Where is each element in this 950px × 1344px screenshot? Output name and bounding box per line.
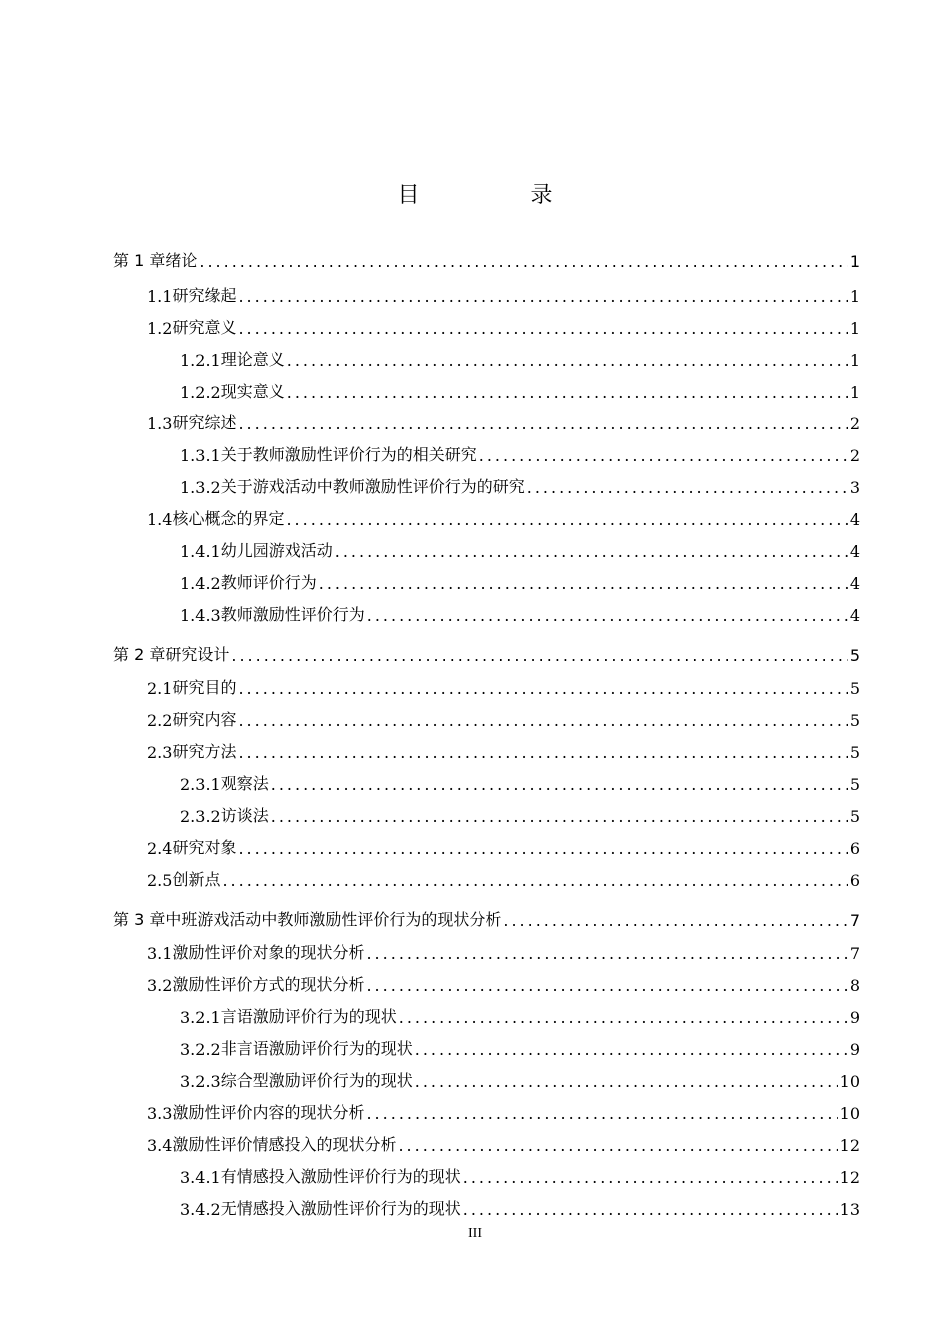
toc-entry-page-number: 9 <box>849 1008 860 1027</box>
toc-entry-page-number: 3 <box>849 478 860 497</box>
toc-entry[interactable] <box>147 674 860 698</box>
toc-entry-number: 1.2.2 <box>180 383 221 402</box>
toc-dot-leader <box>238 414 847 433</box>
toc-entry-title: 研究方法 <box>172 742 237 761</box>
toc-entry[interactable] <box>147 706 860 730</box>
toc-entry-title: 研究目的 <box>172 678 237 697</box>
toc-entry-number: 3.3 <box>147 1104 173 1123</box>
toc-entry[interactable] <box>147 314 860 338</box>
toc-dot-leader <box>286 510 847 529</box>
toc-entry-title: 观察法 <box>220 774 269 793</box>
toc-dot-leader <box>463 1200 838 1219</box>
toc-entry-title: 关于教师激励性评价行为的相关研究 <box>220 445 477 464</box>
toc-entry[interactable] <box>147 738 860 762</box>
toc-dot-leader <box>367 606 848 625</box>
toc-dot-leader <box>527 478 848 497</box>
toc-entry-title: 理论意义 <box>220 350 285 369</box>
toc-entry-page-number: 9 <box>849 1040 860 1059</box>
toc-entry-page-number: 2 <box>849 414 860 433</box>
toc-entry[interactable] <box>147 866 860 890</box>
toc-entry-page-number: 1 <box>849 287 860 306</box>
toc-dot-leader <box>238 839 847 858</box>
toc-dot-leader <box>199 252 847 271</box>
toc-entry-page-number: 1 <box>849 383 860 402</box>
toc-entry-page-number: 4 <box>849 606 860 625</box>
toc-entry-title: 研究对象 <box>172 838 237 857</box>
toc-entry-title: 教师评价行为 <box>220 573 317 592</box>
toc-dot-leader <box>222 871 847 890</box>
toc-entry-number: 2.5 <box>147 871 173 890</box>
toc-entry[interactable] <box>180 1067 860 1091</box>
toc-entry[interactable] <box>180 346 860 370</box>
toc-entry-page-number: 10 <box>839 1104 860 1123</box>
toc-entry[interactable] <box>180 537 860 561</box>
toc-entry-title: 非言语激励评价行为的现状 <box>220 1039 413 1058</box>
toc-dot-leader <box>271 807 848 826</box>
toc-entry-page-number: 2 <box>849 446 860 465</box>
toc-entry[interactable] <box>147 409 860 433</box>
toc-entry-title: 有情感投入激励性评价行为的现状 <box>220 1167 461 1186</box>
toc-dot-leader <box>335 542 848 561</box>
toc-dot-leader <box>238 711 847 730</box>
toc-entry-title: 研究内容 <box>172 710 237 729</box>
toc-entry-number: 2.2 <box>147 711 173 730</box>
toc-entry-number: 2.3.1 <box>180 775 221 794</box>
toc-entry-title: 现实意义 <box>220 382 285 401</box>
toc-entry-number: 3.2.2 <box>180 1040 221 1059</box>
toc-entry-number: 1.2.1 <box>180 351 221 370</box>
toc-entry-title: 激励性评价方式的现状分析 <box>172 975 365 994</box>
toc-entry-number: 2.3 <box>147 743 173 762</box>
toc-entry-title: 综合型激励评价行为的现状 <box>220 1071 413 1090</box>
toc-entry-title: 研究缘起 <box>172 286 237 305</box>
toc-entry-number: 2.4 <box>147 839 173 858</box>
toc-entry[interactable] <box>113 247 860 271</box>
toc-entry-title: 教师激励性评价行为 <box>220 605 365 624</box>
toc-entry[interactable] <box>147 1099 860 1123</box>
toc-entry-page-number: 4 <box>849 574 860 593</box>
toc-entry[interactable] <box>180 569 860 593</box>
toc-entry-number: 第 3 章 <box>113 910 166 929</box>
toc-dot-leader <box>479 446 848 465</box>
toc-entry-number: 1.4 <box>147 510 173 529</box>
toc-dot-leader <box>463 1168 838 1187</box>
toc-entry[interactable] <box>180 770 860 794</box>
toc-entry-title: 激励性评价对象的现状分析 <box>172 943 365 962</box>
toc-dot-leader <box>238 679 847 698</box>
toc-entry-title: 核心概念的界定 <box>172 509 285 528</box>
toc-entry-number: 3.2.3 <box>180 1072 221 1091</box>
toc-entry[interactable] <box>147 1131 860 1155</box>
toc-dot-leader <box>366 976 847 995</box>
toc-entry[interactable] <box>147 505 860 529</box>
toc-dot-leader <box>366 1104 837 1123</box>
toc-entry-title: 无情感投入激励性评价行为的现状 <box>220 1199 461 1218</box>
toc-entry-title: 绪论 <box>165 251 198 270</box>
toc-entry-number: 2.1 <box>147 679 173 698</box>
toc-entry-number: 3.4.1 <box>180 1168 221 1187</box>
toc-entry-page-number: 5 <box>849 646 860 665</box>
toc-dot-leader <box>238 287 847 306</box>
toc-entry-page-number: 12 <box>839 1136 860 1155</box>
toc-entry-title: 访谈法 <box>220 806 269 825</box>
toc-dot-leader <box>415 1040 848 1059</box>
toc-entry-number: 3.2 <box>147 976 173 995</box>
toc-entry-page-number: 5 <box>849 679 860 698</box>
toc-entry[interactable] <box>113 906 860 930</box>
toc-entry-page-number: 4 <box>849 510 860 529</box>
toc-entry[interactable] <box>147 834 860 858</box>
toc-entry-number: 1.3.1 <box>180 446 221 465</box>
toc-entry-number: 3.1 <box>147 944 173 963</box>
toc-entry[interactable] <box>180 473 860 497</box>
toc-dot-leader <box>366 944 847 963</box>
toc-entry-page-number: 13 <box>839 1200 860 1219</box>
toc-entry-title: 中班游戏活动中教师激励性评价行为的现状分析 <box>165 910 502 929</box>
toc-entry[interactable] <box>180 1003 860 1027</box>
toc-entry-number: 3.4.2 <box>180 1200 221 1219</box>
toc-entry[interactable] <box>180 601 860 625</box>
toc-entry-page-number: 7 <box>849 911 860 930</box>
toc-entry-page-number: 5 <box>849 807 860 826</box>
toc-entry[interactable] <box>180 1035 860 1059</box>
toc-entry-number: 1.1 <box>147 287 173 306</box>
toc-entry-page-number: 10 <box>839 1072 860 1091</box>
toc-entry-number: 1.4.3 <box>180 606 221 625</box>
toc-entry-page-number: 4 <box>849 542 860 561</box>
toc-dot-leader <box>398 1136 837 1155</box>
toc-entry-page-number: 6 <box>849 839 860 858</box>
toc-dot-leader <box>287 383 848 402</box>
toc-dot-leader <box>271 775 848 794</box>
toc-entry[interactable] <box>147 971 860 995</box>
toc-entry-title: 激励性评价情感投入的现状分析 <box>172 1135 397 1154</box>
toc-entry-page-number: 6 <box>849 871 860 890</box>
toc-entry-number: 1.4.2 <box>180 574 221 593</box>
toc-entry[interactable] <box>147 282 860 306</box>
toc-entry-page-number: 1 <box>849 252 860 271</box>
toc-entry-title: 关于游戏活动中教师激励性评价行为的研究 <box>220 477 525 496</box>
toc-entry-title: 激励性评价内容的现状分析 <box>172 1103 365 1122</box>
toc-entry-number: 第 1 章 <box>113 251 166 270</box>
toc-entry-number: 3.2.1 <box>180 1008 221 1027</box>
toc-entry-title: 研究意义 <box>172 318 237 337</box>
toc-entry-page-number: 1 <box>849 319 860 338</box>
toc-entry-page-number: 7 <box>849 944 860 963</box>
toc-entry-title: 幼儿园游戏活动 <box>220 541 333 560</box>
toc-entry-page-number: 5 <box>849 743 860 762</box>
toc-entry-number: 3.4 <box>147 1136 173 1155</box>
toc-entry-number: 第 2 章 <box>113 645 166 664</box>
toc-entry-title: 创新点 <box>172 870 221 889</box>
toc-dot-leader <box>399 1008 848 1027</box>
toc-entry[interactable] <box>113 641 860 665</box>
page-title: 目 录 <box>397 183 605 208</box>
toc-entry-title: 言语激励评价行为的现状 <box>220 1007 397 1026</box>
toc-entry[interactable] <box>180 441 860 465</box>
toc-entry-page-number: 5 <box>849 711 860 730</box>
toc-dot-leader <box>238 743 847 762</box>
toc-entry-title: 研究设计 <box>165 645 230 664</box>
toc-dot-leader <box>238 319 847 338</box>
toc-entry-number: 1.4.1 <box>180 542 221 561</box>
toc-entry-number: 1.2 <box>147 319 173 338</box>
toc-entry-page-number: 5 <box>849 775 860 794</box>
toc-entry-page-number: 8 <box>849 976 860 995</box>
toc-dot-leader <box>415 1072 838 1091</box>
toc-entry-page-number: 12 <box>839 1168 860 1187</box>
toc-entry[interactable] <box>180 1195 860 1219</box>
toc-entry[interactable] <box>180 378 860 402</box>
toc-dot-leader <box>503 911 847 930</box>
toc-dot-leader <box>287 351 848 370</box>
toc-entry-page-number: 1 <box>849 351 860 370</box>
page-number-footer: III <box>468 1226 482 1241</box>
toc-entry[interactable] <box>147 939 860 963</box>
toc-dot-leader <box>319 574 848 593</box>
toc-entry[interactable] <box>180 802 860 826</box>
toc-dot-leader <box>231 646 847 665</box>
toc-entry-title: 研究综述 <box>172 413 237 432</box>
toc-entry-number: 1.3.2 <box>180 478 221 497</box>
toc-entry-number: 2.3.2 <box>180 807 221 826</box>
toc-entry[interactable] <box>180 1163 860 1187</box>
toc-entry-number: 1.3 <box>147 414 173 433</box>
